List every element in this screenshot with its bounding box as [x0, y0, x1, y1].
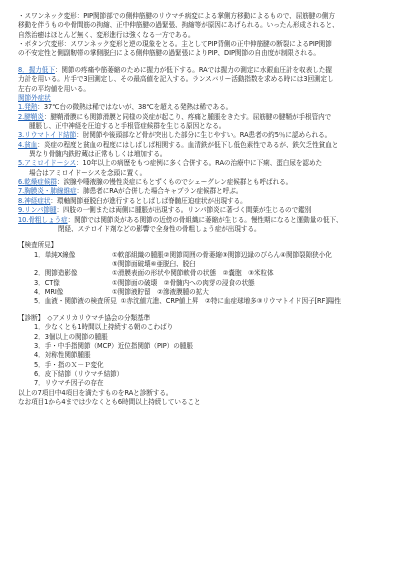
item-text: ：10年以上の病歴をもつ症例に多く合併する。RAの治療中に下痢、蛋白尿を認めた — [76, 159, 323, 168]
item-text: ：肺患者にRAが合併した場合キャプラン症候群と呼ぶ。 — [76, 187, 243, 196]
text-line: 力計を用いる。片手で3回測定し、その最高値を記入する。ランスバリー活動指数を求める時には3回測定し — [18, 75, 334, 84]
exam-finding: ①関節液貯留 ②滲液膜腫の拡大 — [112, 288, 209, 297]
grip-section — [18, 66, 394, 94]
item-heading: 8.神経症状 — [18, 196, 51, 205]
item-heading: 6.乾燥症候群 — [18, 178, 57, 187]
criteria-item: 5．手・指のＸ－Ｐ変化 — [34, 360, 104, 369]
item-text: ：涙腺や唾液腺の慢性炎症にもとずくものでシェーグレン症候群とも呼ばれる。 — [56, 178, 293, 187]
exam-item — [18, 269, 394, 278]
item-heading: 1.発熱 — [18, 103, 38, 112]
list-item — [18, 187, 394, 196]
exam-finding: ①関節面の破壊 ②骨髄内への肉芽の浸食の状態 — [112, 278, 255, 287]
exam-finding: ①滑膜表面の形状や関節軟骨の状態 ②嚢胞 ③米粒体 — [112, 269, 274, 278]
exam-label: 4．MRI像 — [34, 288, 64, 297]
section-heading: 関節外症状 — [18, 93, 51, 102]
criteria-item: 2．3個以上の関節の腫脹 — [34, 332, 108, 341]
section-heading: 8．握力低下 — [18, 65, 55, 74]
list-item — [18, 150, 394, 159]
list-item — [18, 122, 394, 131]
diagnosis-section — [18, 314, 394, 408]
text-line: ・ボタン穴変形：スワンネック変形と逆の現象をとる。主としてPIP背側の正中伸筋腱の断裂によるPIP関節 — [18, 40, 332, 49]
item-text: 閉経、ステロイド剤などの影響で全身性の骨粗しょう症が出現する。 — [58, 224, 261, 233]
exam-item — [18, 251, 394, 260]
item-text: ：37℃台の微熱は稀ではないが、38℃を超える発熱は稀である。 — [37, 103, 233, 112]
criteria-item: 3．手・中手指関節（MCP）近位指関節（PIP）の腫脹 — [34, 341, 193, 350]
item-heading: 7.胸膜炎・肺線維症 — [18, 187, 77, 196]
exam-finding: ①赤沈値亢進、CRP値上昇 ②特に血症球増多③リウマトイド因子[RF]陽性 — [120, 297, 341, 306]
criteria-item: 7．リウマチ因子の存在 — [34, 379, 104, 388]
exam-label: 1．単純X線像 — [34, 250, 76, 259]
section-heading: 【検査所見】 — [18, 241, 58, 250]
item-heading: 5.アミロイドーシス — [18, 159, 77, 168]
exam-item — [18, 288, 394, 297]
text-line: ：関節の疼痛や筋萎縮のために握力が低下する。RAでは握力の測定に水銀血圧計を収表した握 — [54, 65, 332, 74]
text-line: 自然治癒はほとんど無く、変形進行は強くなる一方である。 — [18, 30, 195, 39]
exam-list — [18, 251, 394, 307]
item-text: 異なり骨髄内鉄貯蔵は正常もしくは増加する。 — [29, 150, 167, 159]
exam-label: 3．CT像 — [34, 278, 60, 287]
list-item — [18, 103, 394, 112]
text-line: 移動を伴うものや骨間筋の拘縮、正中伸筋腱の過緊張、拘縮等が原因にあげられる。いったん形成されると、 — [18, 21, 339, 30]
criteria-item: 6．皮下結節（リウマチ結節） — [34, 369, 124, 378]
item-heading: 3.リウマトイド結節 — [18, 131, 77, 140]
list-item — [18, 178, 394, 187]
criteria-item: 4．対称性関節腫脹 — [34, 351, 91, 360]
exam-label: 2．関節造影像 — [34, 269, 78, 278]
text-line: 以上の7項目中4項目を満たすものをRAと診断する。 — [18, 388, 173, 397]
item-text: ：炎症の程度と貧血の程度にはしばしば相関する。血清鉄が低下し低色素性であるが、鉄欠乏性貧血と — [37, 140, 339, 149]
section-heading: 【診断】 ◇アメリカリウマチ協会の分類基準 — [18, 313, 151, 322]
list-item — [18, 159, 394, 168]
criteria-item: 1．少なくとも1時間以上持続する朝のこわばり — [34, 323, 174, 332]
text-line: ・スワンネック変形：PIP関節部での側伸筋腱のリウマチ病変による掌側方移動によるもので、屈筋腱の側方 — [18, 12, 335, 20]
extra-articular-section — [18, 94, 394, 234]
item-text: 場合はアミロイドーシスを念頭に置く。 — [29, 168, 147, 177]
item-heading: 4.貧血 — [18, 140, 38, 149]
list-item — [18, 216, 394, 225]
list-item — [18, 131, 394, 140]
symptom-list — [18, 103, 394, 234]
item-text: ：四肢の一側または両側に腫脹が出現する。リンパ節炎に著づく間葉が生じるので鑑別 — [56, 206, 312, 215]
item-text: ：環軸関節亜脱臼が進行するとしばしば脊髄圧迫症状が出現する。 — [50, 196, 247, 205]
item-text: ：肘関節や後頭部など骨が突出した部分に生じやすい。RA患者の約5％に認められる。 — [76, 131, 332, 140]
exam-item — [18, 297, 394, 306]
text-line: の不安定性と側副靭帯の掌側脱臼による側伸筋腱の過緊張によりPIP、DIP関節の自由度が制限される。 — [18, 49, 320, 58]
exam-label: 5．血液・関節液の検査所見 — [34, 297, 117, 306]
item-text: 腫脹し、正中神経を圧迫すると手根管症候群を生じる原因となる。 — [29, 121, 226, 130]
intro-section — [18, 12, 394, 59]
item-text: ：腱鞘滑膜にも関節滑膜と同様の炎症が起こり、疼痛と腫脹をきたす。屈筋腱の腱鞘が手根管内で — [43, 112, 332, 121]
list-item — [18, 113, 394, 122]
exam-finding: ①軟部組織の腫脹②関節周囲の骨萎縮③関節辺縁のびらん④関節裂隙狭小化 — [112, 250, 332, 259]
list-item — [18, 225, 394, 234]
exam-section — [18, 241, 394, 307]
list-item — [18, 197, 394, 206]
list-item — [18, 141, 394, 150]
list-item — [18, 169, 394, 178]
criteria-list — [18, 323, 394, 389]
item-heading: 2.腱鞘炎 — [18, 112, 44, 121]
item-heading: 10.骨粗しょう症 — [18, 215, 68, 224]
item-text: ：関節では関節炎がある関節の近傍の骨組織に萎縮が生じる。慢性期になると運動量の低下、 — [67, 215, 343, 224]
exam-finding: ⑤関節面破壊⑥亜脱臼、脱臼 — [112, 259, 196, 268]
item-heading: 9.リンパ節腫 — [18, 206, 57, 215]
exam-item — [18, 279, 394, 288]
text-line: なお項目1から4までは少なくとも6時間以上持続していること — [18, 398, 201, 407]
text-line: 左右の平均値を用いる。 — [18, 84, 90, 93]
list-item — [18, 206, 394, 215]
